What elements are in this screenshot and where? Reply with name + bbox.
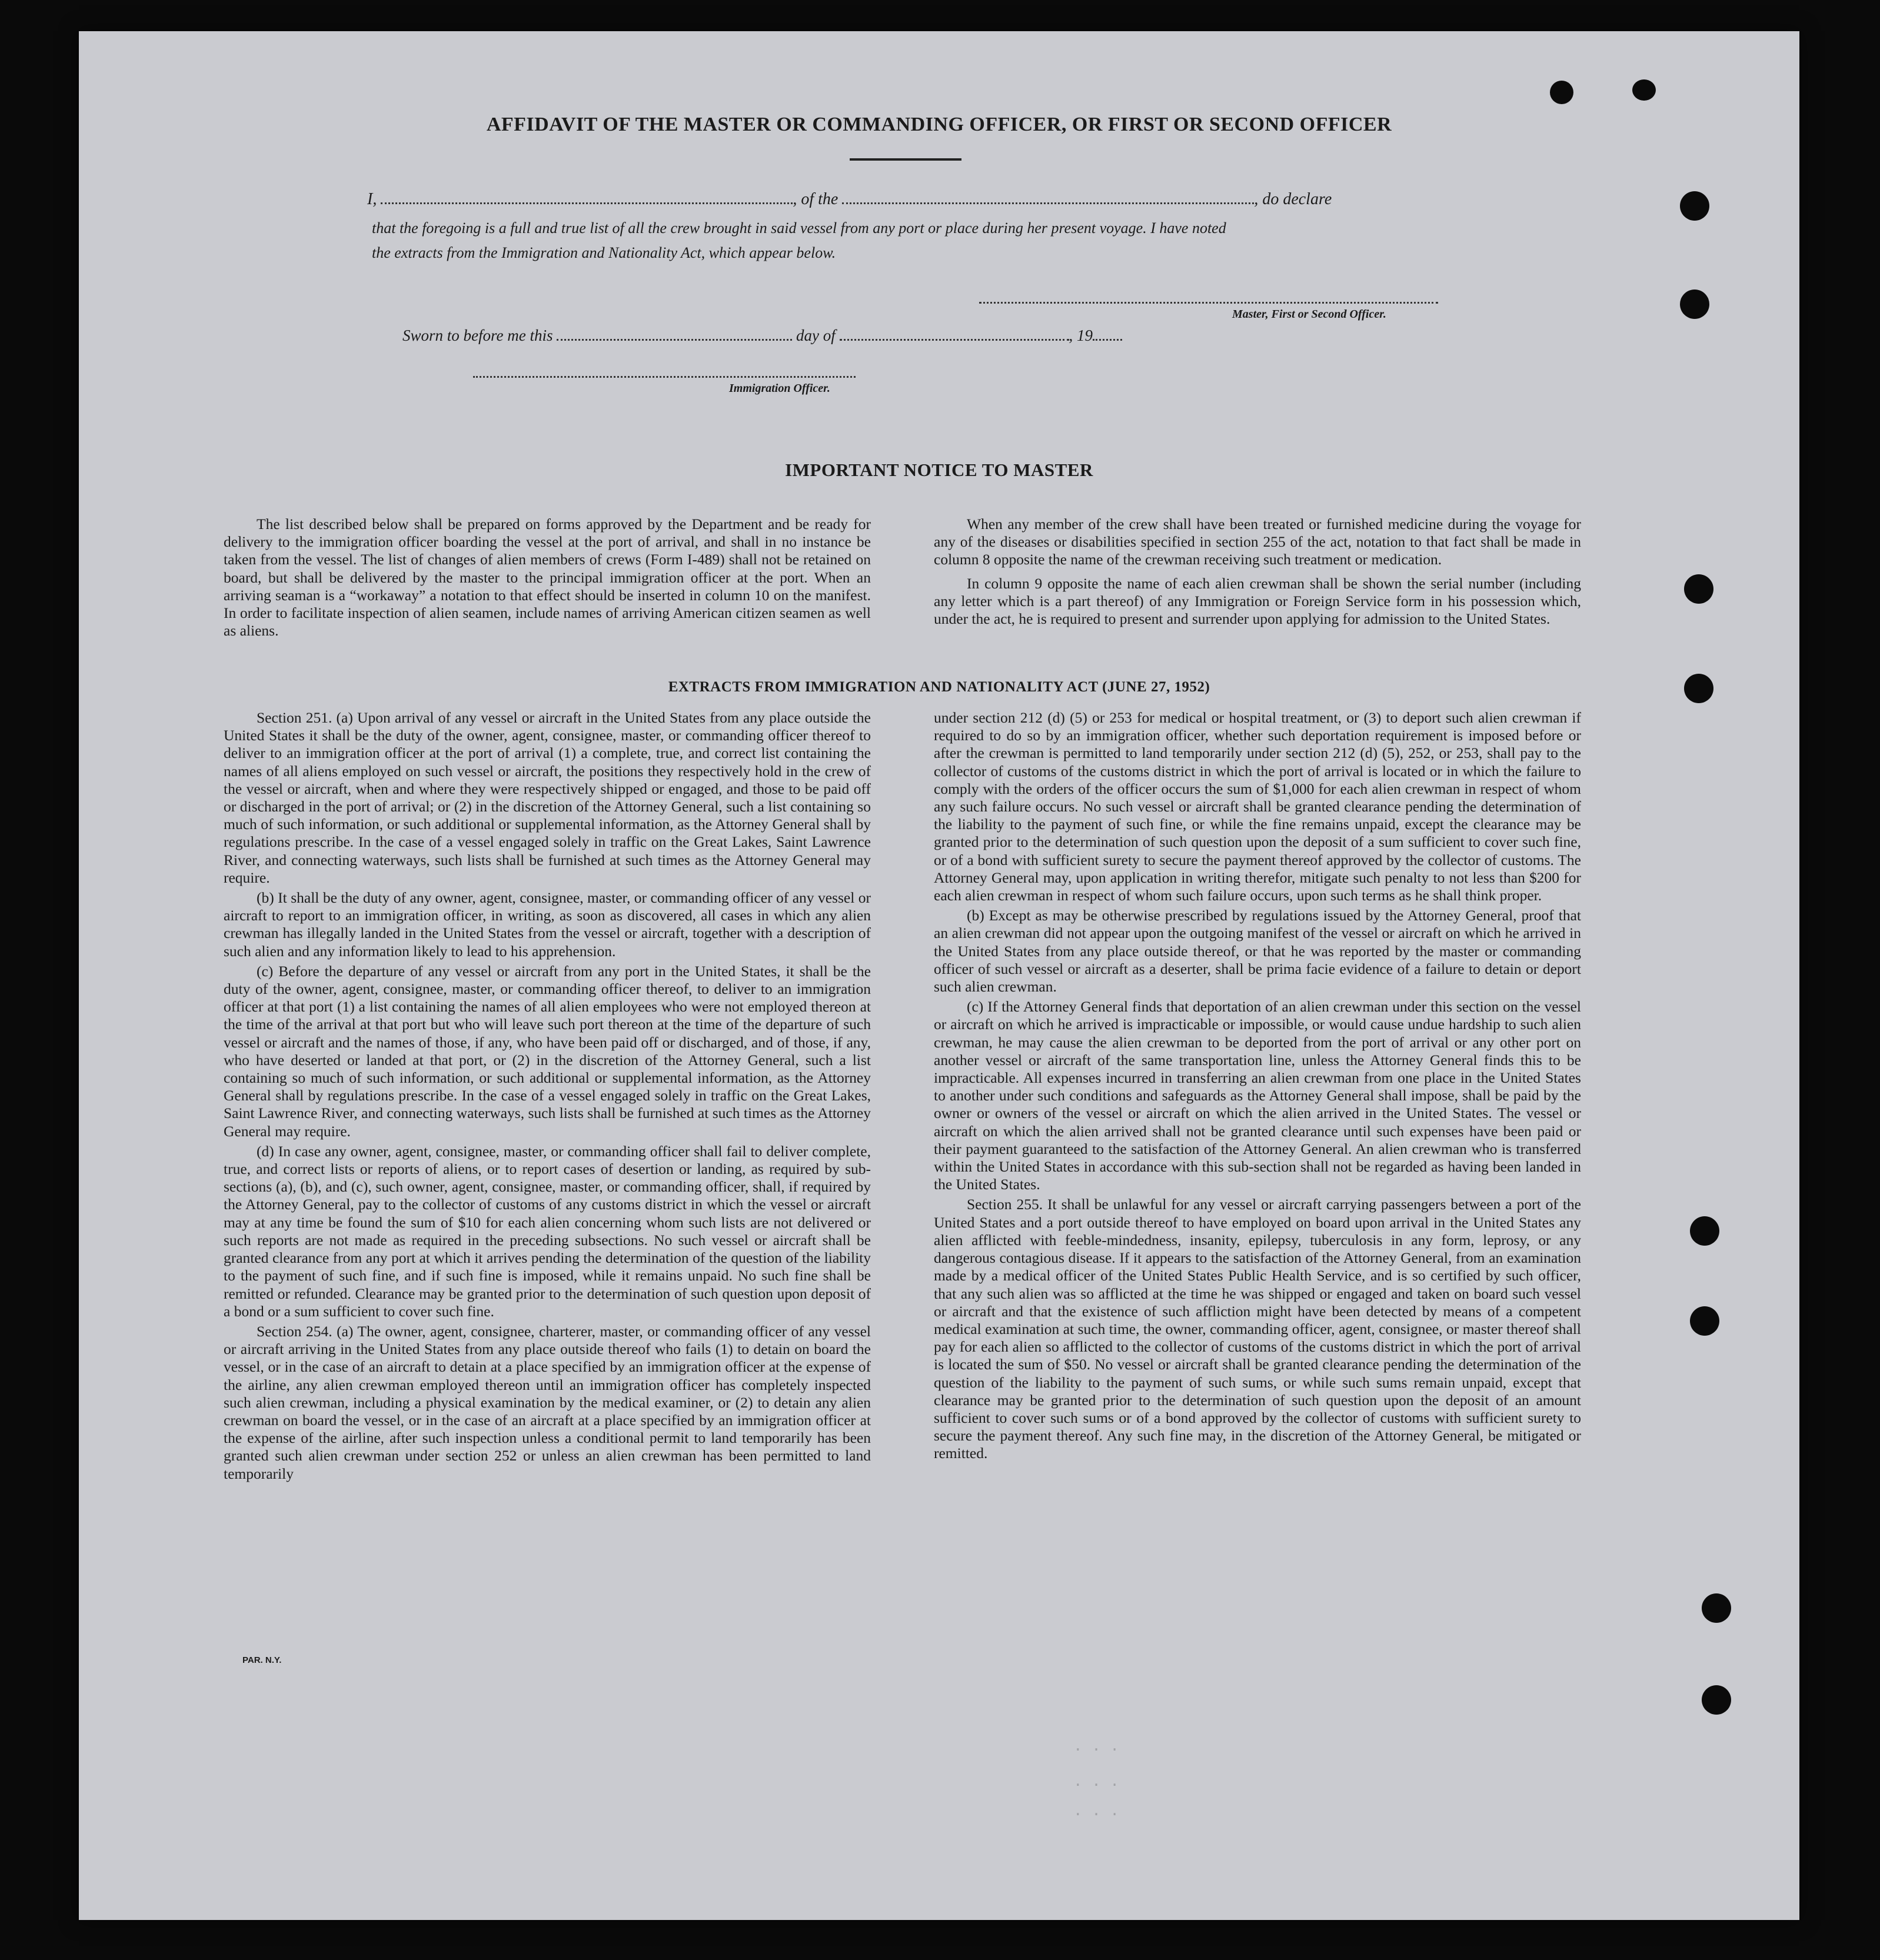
master-signature-line[interactable] bbox=[979, 302, 1438, 304]
notice-right-paragraph-1: When any member of the crew shall have been treated or furnished medicine during the voyage for any of the diseases or disabilities specified in section 255 of the act, notation to that fact shall be made in column 8 opposite the name of the crewman receiving such treatment or medication. bbox=[934, 515, 1581, 568]
year-field[interactable] bbox=[1093, 339, 1122, 341]
sworn-day-field[interactable] bbox=[557, 339, 792, 341]
extracts-title: EXTRACTS FROM IMMIGRATION AND NATIONALITY ACT (JUNE 27, 1952) bbox=[668, 679, 1210, 695]
vessel-field[interactable] bbox=[842, 202, 1254, 204]
officer-signature-line[interactable] bbox=[473, 376, 856, 378]
notice-title: IMPORTANT NOTICE TO MASTER bbox=[785, 460, 1093, 480]
punch-hole bbox=[1690, 1216, 1719, 1246]
bleed-through-mark: . . . bbox=[1073, 1802, 1120, 1820]
section-251a: Section 251. (a) Upon arrival of any vessel or aircraft in the United States from any place outside the United States it shall be the duty of the owner, agent, consignee, master, or commanding officer thereof to deliver to an immigration officer at the port of arrival (1) a complete, true, and correct list containing the names of all aliens employed on such vessel or aircraft, the positions they respectively hold in the crew of the vessel or aircraft, when and where they were respectively shipped or engaged, and those to be paid off or discharged in the port of arrival; or (2) in the discretion of the Attorney General, such a list containing so much of such information, or such additional or supplemental information, as the Attorney General shall by regulations prescribe. In the case of a vessel engaged solely in traffic on the Great Lakes, Saint Lawrence River, and connecting waterways, such lists shall be furnished at such times as the Attorney General may require. bbox=[224, 709, 871, 886]
bleed-through-mark: . . . bbox=[1073, 1738, 1120, 1755]
declaration-line bbox=[367, 190, 1332, 209]
title-rule bbox=[850, 158, 961, 161]
section-254b: (b) Except as may be otherwise prescribed by regulations issued by the Attorney General, proof that an alien crewman did not appear upon the outgoing manifest of the vessel or aircraft on which he arrived in the United States from any place outside thereof, or that he was reported by the master or commanding officer of such vessel or aircraft as a deserter, shall be prima facie evidence of a failure to detain or deport such alien crewman. bbox=[934, 907, 1581, 996]
punch-hole bbox=[1680, 289, 1709, 319]
section-254a-continued: under section 212 (d) (5) or 253 for medical or hospital treatment, or (3) to deport such alien crewman if required to do so by an immigration officer, whether such deportation requirement is imposed before or after the crewman is permitted to land temporarily under section 212 (d) (5), 252, or 253, shall pay to the collector of customs of the customs district in which the port of arrival is located or in which the failure to comply with the orders of the officer occurs the sum of $1,000 for each alien crewman in respect of whom any such failure occurs. No such vessel or aircraft shall be granted clearance pending the determination of the liability to the payment of such fine, or while the fine remains unpaid, except the clearance may be granted prior to the determination of such question upon the deposit of a sum sufficient to cover such fine, or of a bond with sufficient surety to secure the payment thereof approved by the collector of customs. The Attorney General may, upon application in writing therefor, mitigate such penalty to not less than $200 for each alien crewman in respect of whom such failure occurs, upon such terms as he shall think proper. bbox=[934, 709, 1581, 904]
statement-line-2: the extracts from the Immigration and Nationality Act, which appear below. bbox=[372, 244, 836, 261]
of-the-label: , of the bbox=[793, 190, 838, 208]
officer-caption: Immigration Officer. bbox=[729, 382, 830, 395]
i-label: I, bbox=[367, 190, 377, 208]
section-255: Section 255. It shall be unlawful for any vessel or aircraft carrying passengers between a port of the United States and a port outside thereof to have employed on board upon arrival in the United States any alien afflicted with feeble-mindedness, insanity, epilepsy, tuberculosis in any form, leprosy, or any dangerous contagious disease. If it appears to the satisfaction of the Attorney General, from an examination made by a medical officer of the United States Public Health Service, and is so certified by such officer, that any such alien was so afflicted at the time he was shipped or engaged and taken on board such vessel or aircraft and that the existence of such affliction might have been detected by means of a competent medical examination at such time, the owner, commanding officer, agent, consignee, or master thereof shall pay for each alien so afflicted to the collector of customs of the customs district in which the port of arrival is located the sum of $50. No vessel or aircraft shall be granted clearance pending the determination of the question of the liability to the payment of such sums, or while such sums remain unpaid, except that clearance may be granted prior to the determination of such question upon the deposit of an amount sufficient to cover such sums or of a bond approved by the collector of customs with sufficient surety to secure the payment thereof. Any such fine may, in the discretion of the Attorney General, be mitigated or remitted. bbox=[934, 1196, 1581, 1462]
day-of-label: day of bbox=[796, 327, 836, 344]
bleed-through-mark: . . . bbox=[1073, 1773, 1120, 1791]
section-251c: (c) Before the departure of any vessel or aircraft from any port in the United States, it shall be the duty of the owner, agent, consignee, master, or commanding officer thereof, to deliver to an immigration officer at that port (1) a list containing the names of all alien employees who were not employed thereon at the time of the arrival at that port but who will leave such port thereon at the time of the departure of such vessel or aircraft and the names of those, if any, who have been paid off or discharged, and of those, if any, who have deserted or landed at that port, or (2) in the discretion of the Attorney General, such a list containing so much of such information, or such additional or supplemental information, as the Attorney General shall by regulations prescribe. In the case of a vessel engaged solely in traffic on the Great Lakes, Saint Lawrence River, and connecting waterways, such lists shall be furnished at such times as the Attorney General may require. bbox=[224, 962, 871, 1140]
notice-right-column bbox=[934, 515, 1581, 630]
statement-line-1: that the foregoing is a full and true list of all the crew brought in said vessel from any port or place during her present voyage. I have noted bbox=[372, 219, 1226, 237]
punch-hole bbox=[1690, 1306, 1719, 1336]
notice-left-paragraph: The list described below shall be prepared on forms approved by the Department and be ready for delivery to the immigration officer boarding the vessel at the port of arrival, and shall in no instance be taken from the vessel. The list of changes of alien members of crews (Form I-489) shall not be retained on board, but shall be delivered by the master to the principal immigration officer at the port. When an arriving seaman is a “workaway” a notation to that effect should be inserted in column 10 on the manifest. In order to facilitate inspection of alien seamen, include names of arriving American citizen seamen as well as aliens. bbox=[224, 515, 871, 640]
sworn-month-field[interactable] bbox=[840, 339, 1069, 341]
do-declare-label: , do declare bbox=[1254, 190, 1332, 208]
punch-hole bbox=[1702, 1593, 1731, 1623]
section-251b: (b) It shall be the duty of any owner, agent, consignee, master, or commanding officer of any vessel or aircraft to report to an immigration officer, in writing, as soon as discovered, all cases in which any alien crewman has illegally landed in the United States from the vessel or aircraft, together with a description of such alien and any information likely to lead to his apprehension. bbox=[224, 889, 871, 960]
section-254c: (c) If the Attorney General finds that deportation of an alien crewman under this section on the vessel or aircraft on which he arrived is impracticable or impossible, or would cause undue hardship to such alien crewman, he may cause the alien crewman to be deported from the port of arrival or any other port on another vessel or aircraft of the same transportation line, unless the Attorney General finds this to be impracticable. All expenses incurred in transferring an alien crewman from one place in the United States to another under such conditions and safeguards as the Attorney General shall impose, shall be paid by the owner or owners of the vessel or aircraft on which the alien arrived in the United States. The vessel or aircraft on which the alien arrived shall not be granted clearance until such expenses have been paid or their payment guaranteed to the satisfaction of the Attorney General. An alien crewman who is transferred within the United States in accordance with this sub-section shall not be regarded as having been landed in the United States. bbox=[934, 998, 1581, 1193]
punch-hole bbox=[1680, 191, 1709, 221]
year-label: , 19 bbox=[1069, 327, 1093, 344]
printer-mark: PAR. N.Y. bbox=[242, 1655, 282, 1665]
sworn-label: Sworn to before me this bbox=[402, 327, 553, 344]
notice-right-paragraph-2: In column 9 opposite the name of each alien crewman shall be shown the serial number (including any letter which is a part thereof) of any Immigration or Foreign Service form in his possession which, under the act, he is required to present and surrender upon applying for admission to the United States. bbox=[934, 574, 1581, 628]
sworn-line bbox=[402, 327, 1122, 345]
punch-hole bbox=[1684, 574, 1713, 604]
master-caption: Master, First or Second Officer. bbox=[1232, 308, 1386, 321]
extracts-left-column bbox=[224, 709, 871, 1485]
punch-hole bbox=[1702, 1685, 1731, 1715]
punch-hole bbox=[1550, 81, 1573, 104]
section-254a: Section 254. (a) The owner, agent, consignee, charterer, master, or commanding officer of any vessel or aircraft arriving in the United States from any place outside thereof who fails (1) to detain on board the vessel, or in the case of an aircraft to detain at a place specified by an immigration officer at the expense of the airline, any alien crewman employed thereon until an immigration officer has completely inspected such alien crewman, including a physical examination by the medical examiner, or (2) to detain any alien crewman on board the vessel, or in the case of an aircraft at a place specified by an immigration officer at the expense of the airline, after such inspection unless a conditional permit to land temporarily has been granted such alien crewman under section 252 or unless an alien crewman has been permitted to land temporarily bbox=[224, 1322, 871, 1482]
document-page bbox=[79, 31, 1799, 1920]
extracts-right-column bbox=[934, 709, 1581, 1465]
section-251d: (d) In case any owner, agent, consignee, master, or commanding officer shall fail to deliver complete, true, and correct lists or reports of aliens, or to report cases of desertion or landing, as required by sub-sections (a), (b), and (c), such owner, agent, consignee, master, or commanding officer, shall, if required by the Attorney General, pay to the collector of customs of any customs district in which the vessel or aircraft may at any time be found the sum of $10 for each alien concerning whom such lists are not delivered or such reports are not made as required in the preceding subsections. No such vessel or aircraft shall be granted clearance from any port at which it arrives pending the determination of the question of the liability to the payment of such fine, and if such fine is imposed, while it remains unpaid. No such fine shall be remitted or refunded. Clearance may be granted prior to the determination of such question upon deposit of a bond or a sum sufficient to cover such fine. bbox=[224, 1142, 871, 1320]
affidavit-title: AFFIDAVIT OF THE MASTER OR COMMANDING OFFICER, OR FIRST OR SECOND OFFICER bbox=[486, 114, 1392, 135]
punch-hole bbox=[1632, 79, 1656, 101]
notice-left-column bbox=[224, 515, 871, 642]
name-field[interactable] bbox=[381, 202, 793, 204]
